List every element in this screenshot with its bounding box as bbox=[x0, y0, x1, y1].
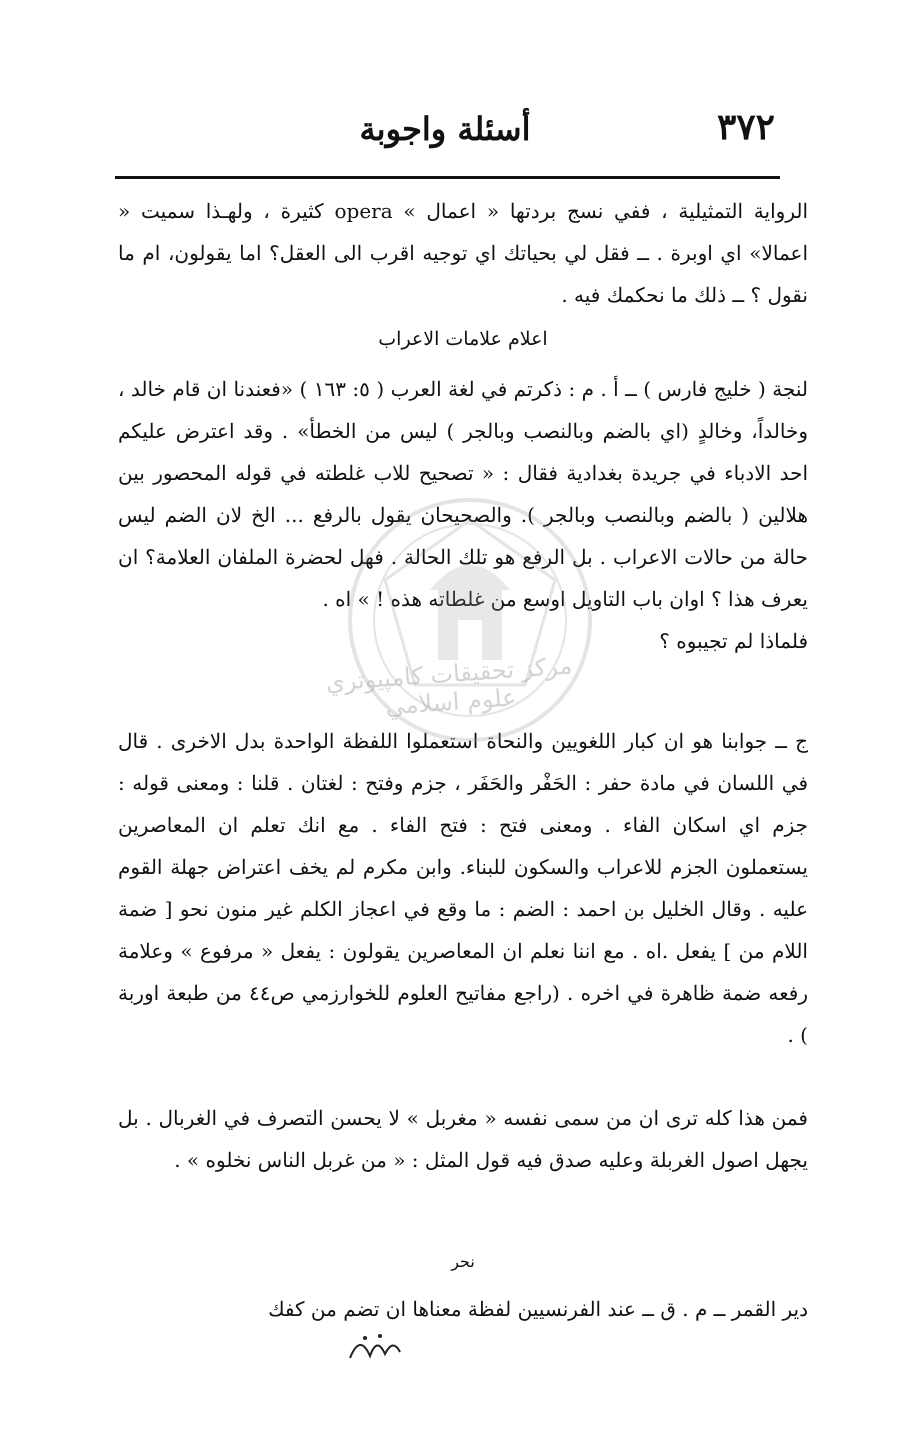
question-text: لنجة ( خليج فارس ) ــ أ . م : ذكرتم في لغة العرب ( ٥: ١٦٣ ) «فعندنا ان قام خالد ، وخالداً، وخالدٍ (اي بالضم وبالنصب وبالجر ) ليس من الخطأ» . وقد اعترض عليكم احد الادباء في جريدة بغدادية فقال : « تصحيح للاب غلطته في قوله المحصور بين هلالين ( بالضم وبالنصب وبالجر ). والصحيحان يقول بالرفع ... الخ لان الضم ليس حالة من حالات الاعراب . بل الرفع هو تلك الحالة . فهل لحضرة الملفان العلامة؟ ان يعرف هذا ؟ اوان باب التاويل اوسع من غلطاته هذه ! » اه . bbox=[118, 377, 809, 611]
answer-text: ج ــ جوابنا هو ان كبار اللغويين والنحاة استعملوا اللفظة الواحدة بدل الاخرى . قال في اللسان في مادة حفر : الحَفْر والحَفَر ، جزم وفتح : لغتان . قلنا : ومعنى قوله : جزم اي اسكان الفاء . ومعنى فتح : فتح الفاء . مع انك تعلم ان المعاصرين يستعملون الجزم للاعراب والسكون للبناء. وابن مكرم لم يخف اعتراض جهلة القوم عليه . وقال الخليل بن احمد : الضم : ما وقع في اعجاز الكلم غير منون نحو [ ضمة اللام من ] يفعل .اه . مع اننا نعلم ان المعاصرين يقولون : يفعل « مرفوع » وعلامة رفعه ضمة ظاهرة في اخره . (راجع مفاتيح العلوم للخوارزمي ص٤٤ من طبعة اوربة ) . bbox=[118, 729, 809, 1047]
closing-paragraph bbox=[118, 1097, 808, 1181]
paragraph-intro bbox=[118, 190, 808, 316]
header-divider bbox=[115, 176, 780, 179]
watermark-emblem-icon bbox=[320, 470, 620, 770]
last-line-text: دير القمر ــ م . ق ــ عند الفرنسيين لفظة معناها ان تضم من كفك bbox=[268, 1297, 808, 1321]
subsection-heading: نحر bbox=[451, 1252, 475, 1271]
answer-block bbox=[118, 720, 808, 1056]
stamp-mark-icon bbox=[345, 1328, 405, 1368]
watermark-text: مركز تحقيقات كامپيوتري علوم اسلامي bbox=[324, 651, 574, 721]
page-header bbox=[115, 100, 775, 160]
section-heading: اعلام علامات الاعراب bbox=[378, 328, 548, 350]
page-title: أسئلة واجوبة bbox=[359, 110, 531, 148]
last-line-block bbox=[118, 1288, 808, 1330]
page-number: ٣٧٢ bbox=[716, 106, 775, 148]
paragraph-intro-text: الرواية التمثيلية ، ففي نسج بردتها « اعمال » opera كثيرة ، ولهـذا سميت « اعمالا» اي اوبرة . ــ فقل لي بحياتك اي توجيه اقرب الى العقل؟ اما يقولون، ام ما نقول ؟ ــ ذلك ما نحكمك فيه . bbox=[118, 199, 808, 307]
question-followup: فلماذا لم تجيبوه ؟ bbox=[659, 629, 808, 653]
closing-text: فمن هذا كله ترى ان من سمى نفسه « مغربل » لا يحسن التصرف في الغربال . بل يجهل اصول الغربلة وعليه صدق فيه قول المثل : « من غربل الناس نخلوه » . bbox=[118, 1106, 808, 1172]
